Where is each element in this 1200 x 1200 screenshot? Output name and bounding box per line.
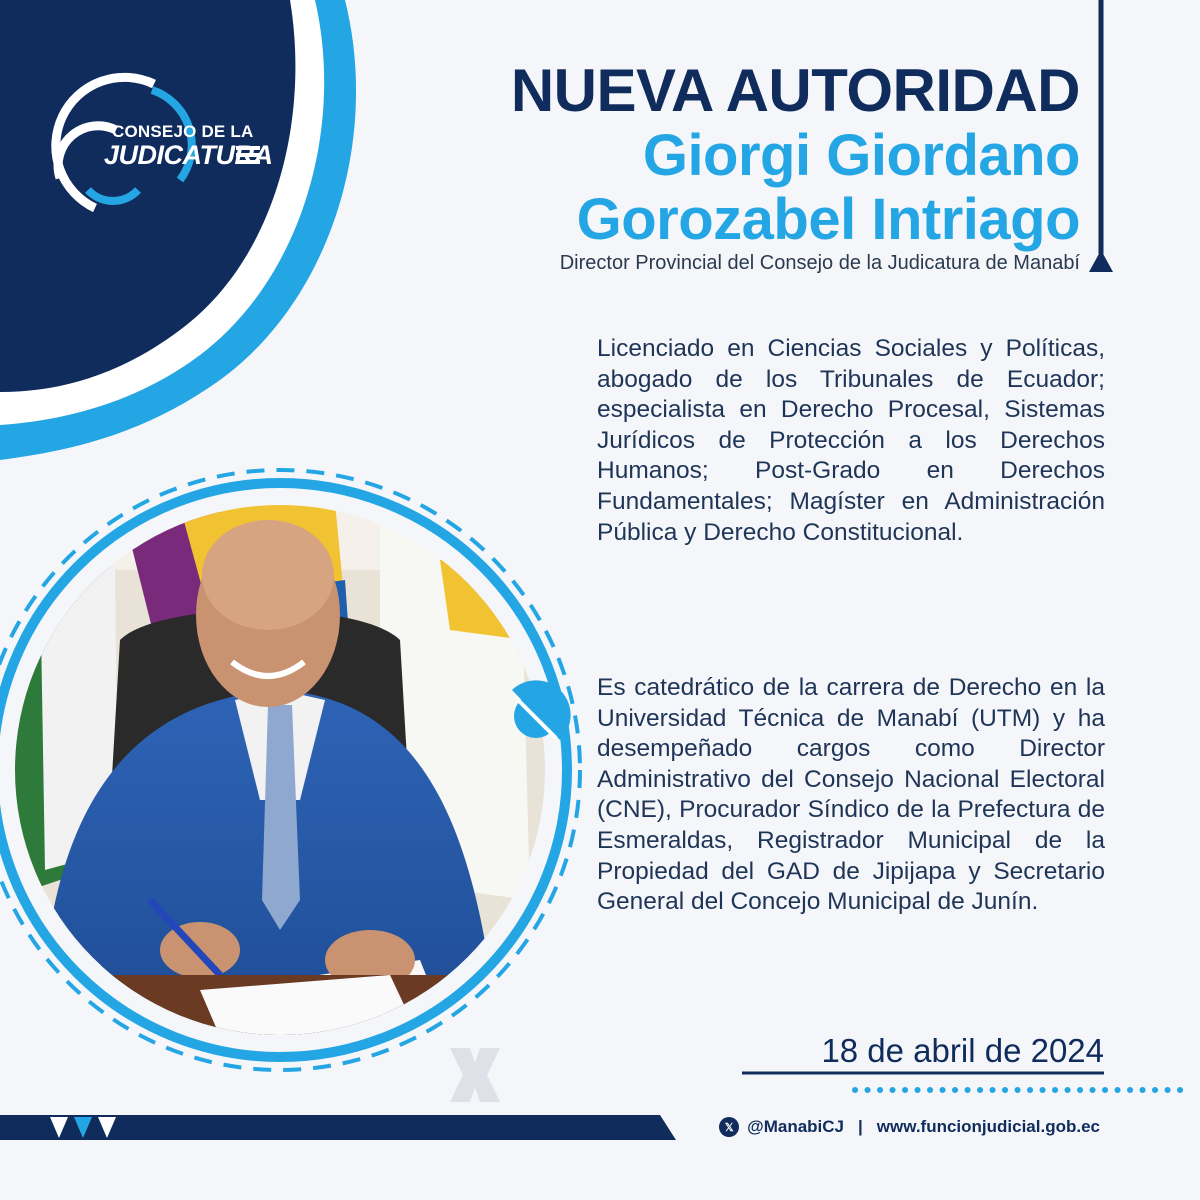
bio-paragraph-1: Licenciado en Ciencias Sociales y Políticas, abogado de los Tribunales de Ecuador; especialista en Derecho Procesal, Sistemas Jurídicos de Protección a los Derechos Humanos; Post-Grado en Derechos Fundamentales; Magíster en Administración Pública y Derecho Constitucional. <box>597 335 1105 546</box>
header <box>511 58 1080 252</box>
authority-position: Director Provincial del Consejo de la Judicatura de Manabí <box>559 252 1080 274</box>
logo-text-line1: CONSEJO DE LA <box>112 122 254 141</box>
x-icon[interactable]: 𝕏 <box>719 1117 739 1137</box>
logo-text-line2: JUDICATURA <box>104 140 273 170</box>
authority-name-line1: Giorgi Giordano <box>642 123 1080 188</box>
website-link[interactable]: www.funcionjudicial.gob.ec <box>876 1117 1100 1136</box>
consejo-judicatura-logo <box>20 60 280 230</box>
footer-separator: | <box>858 1117 863 1136</box>
accent-drop <box>1089 250 1113 272</box>
footer <box>719 1114 1100 1140</box>
social-handle-link[interactable]: @ManabiCJ <box>747 1117 845 1136</box>
x-watermark <box>450 1048 500 1102</box>
bio-paragraph-2: Es catedrático de la carrera de Derecho en la Universidad Técnica de Manabí (UTM) y ha desempeñado cargos como Director Administrativo del Consejo Nacional Electoral (CNE), Procurador Síndico de la Prefectura de Esmeraldas, Registrador Municipal de la Propiedad del GAD de Jipijapa y Secretario General del Concejo Municipal de Junín. <box>597 674 1105 916</box>
publication-date: 18 de abril de 2024 <box>821 1032 1104 1069</box>
authority-name-line2: Gorozabel Intriago <box>576 187 1080 252</box>
page-title: NUEVA AUTORIDAD <box>510 57 1080 124</box>
